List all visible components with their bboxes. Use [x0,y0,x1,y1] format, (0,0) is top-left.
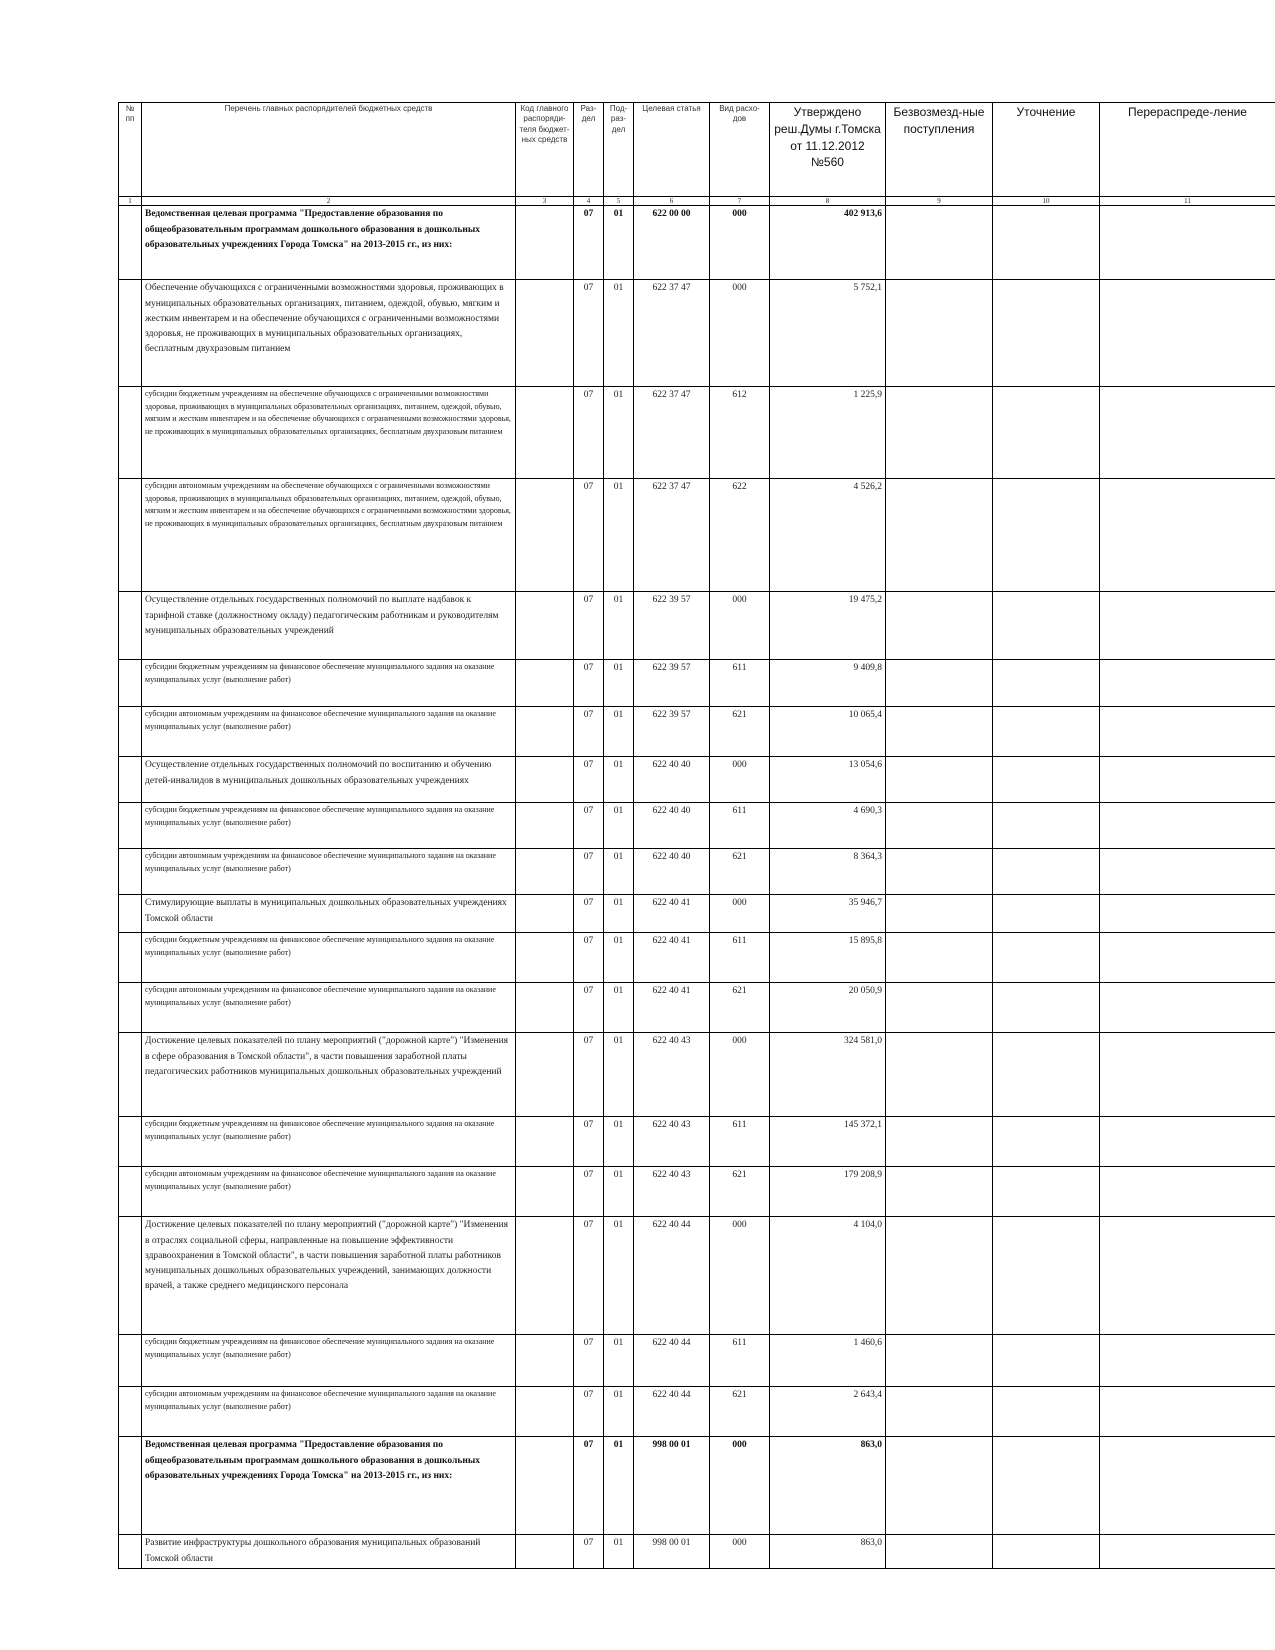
row-grants [886,849,993,895]
row-redistribution [1100,206,1275,280]
row-approved-amount: 4 526,2 [770,479,886,592]
row-target-article: 622 40 44 [634,1217,710,1335]
row-razdel: 07 [574,1535,604,1569]
row-expense-type: 622 [710,479,770,592]
row-target-article: 622 37 47 [634,479,710,592]
row-expense-type: 612 [710,387,770,479]
row-target-article: 622 40 43 [634,1033,710,1117]
row-grants [886,707,993,757]
row-razdel: 07 [574,803,604,849]
row-clarification [993,479,1100,592]
row-clarification [993,849,1100,895]
row-target-article: 998 00 01 [634,1535,710,1569]
row-code [516,1387,574,1437]
header-list: Перечень главных распорядителей бюджетных средств [142,103,516,197]
row-code [516,387,574,479]
row-description: Осуществление отдельных государственных полномочий по воспитанию и обучению детей-инвалидов в муниципальных дошкольных образовательных учреждениях [142,757,516,803]
row-grants [886,660,993,707]
row-expense-type: 621 [710,983,770,1033]
table-row [119,707,1275,757]
row-grants [886,280,993,387]
row-razdel: 07 [574,660,604,707]
row-podrazdel: 01 [604,1217,634,1335]
row-expense-type: 000 [710,1437,770,1535]
row-podrazdel: 01 [604,206,634,280]
header-grants: Безвозмезд-ные поступления [886,103,993,197]
row-clarification [993,387,1100,479]
row-code [516,1437,574,1535]
table-row [119,1033,1275,1117]
table-row [119,1167,1275,1217]
budget-table [118,102,1275,1569]
column-number-row [119,197,1275,206]
table-row [119,895,1275,933]
row-expense-type: 000 [710,206,770,280]
table-row [119,387,1275,479]
row-description: субсидии бюджетным учреждениям на финансовое обеспечение муниципального задания на оказание муниципальных услуг (выполнение работ) [142,803,516,849]
table-row [119,1535,1275,1569]
column-number: 7 [710,197,770,206]
row-target-article: 622 40 40 [634,803,710,849]
row-number [119,757,142,803]
table-row [119,1335,1275,1387]
row-approved-amount: 863,0 [770,1535,886,1569]
row-redistribution [1100,803,1275,849]
row-clarification [993,707,1100,757]
row-grants [886,1437,993,1535]
row-clarification [993,933,1100,983]
row-redistribution [1100,1033,1275,1117]
row-razdel: 07 [574,206,604,280]
row-grants [886,1117,993,1167]
row-target-article: 622 40 43 [634,1167,710,1217]
row-grants [886,1167,993,1217]
row-code [516,849,574,895]
row-code [516,933,574,983]
row-expense-type: 611 [710,803,770,849]
row-redistribution [1100,1167,1275,1217]
row-target-article: 622 39 57 [634,592,710,660]
row-target-article: 622 40 44 [634,1335,710,1387]
row-redistribution [1100,387,1275,479]
row-code [516,895,574,933]
row-target-article: 622 40 44 [634,1387,710,1437]
table-row [119,983,1275,1033]
row-podrazdel: 01 [604,757,634,803]
row-redistribution [1100,592,1275,660]
row-description: Стимулирующие выплаты в муниципальных дошкольных образовательных учреждениях Томской области [142,895,516,933]
row-approved-amount: 5 752,1 [770,280,886,387]
row-number [119,206,142,280]
row-approved-amount: 4 690,3 [770,803,886,849]
row-grants [886,983,993,1033]
row-razdel: 07 [574,479,604,592]
row-description: субсидии автономным учреждениям на обеспечение обучающихся с ограниченными возможностями здоровья, проживающих в муниципальных образовательных организациях, питанием, одеждой, обувью, мягким и жестким инвентарем и на обеспечение обучающихся с ограниченными возможностями здоровья, не проживающих в муниципальных образовательных организациях, бесплатным двухразовым питанием [142,479,516,592]
row-podrazdel: 01 [604,849,634,895]
row-podrazdel: 01 [604,1535,634,1569]
row-number [119,983,142,1033]
row-redistribution [1100,1387,1275,1437]
header-target: Целевая статья [634,103,710,197]
row-clarification [993,660,1100,707]
row-approved-amount: 9 409,8 [770,660,886,707]
budget-table-sheet [118,102,1275,1569]
table-row [119,849,1275,895]
row-clarification [993,1117,1100,1167]
row-number [119,479,142,592]
row-podrazdel: 01 [604,660,634,707]
row-clarification [993,1437,1100,1535]
row-code [516,707,574,757]
row-code [516,479,574,592]
row-clarification [993,280,1100,387]
table-row [119,280,1275,387]
row-grants [886,1387,993,1437]
row-clarification [993,1167,1100,1217]
row-approved-amount: 15 895,8 [770,933,886,983]
row-description: субсидии бюджетным учреждениям на финансовое обеспечение муниципального задания на оказание муниципальных услуг (выполнение работ) [142,660,516,707]
row-target-article: 998 00 01 [634,1437,710,1535]
row-description: субсидии бюджетным учреждениям на обеспечение обучающихся с ограниченными возможностями здоровья, проживающих в муниципальных образовательных организациях, питанием, одеждой, обувью, мягким и жестким инвентарем и на обеспечение обучающихся с ограниченными возможностями здоровья, не проживающих в муниципальных образовательных организациях, бесплатным двухразовым питанием [142,387,516,479]
row-clarification [993,1033,1100,1117]
row-razdel: 07 [574,983,604,1033]
row-podrazdel: 01 [604,707,634,757]
row-razdel: 07 [574,592,604,660]
column-number: 10 [993,197,1100,206]
row-razdel: 07 [574,1167,604,1217]
row-redistribution [1100,1217,1275,1335]
row-approved-amount: 1 225,9 [770,387,886,479]
row-code [516,280,574,387]
row-code [516,1033,574,1117]
row-target-article: 622 37 47 [634,280,710,387]
row-grants [886,592,993,660]
row-expense-type: 611 [710,1117,770,1167]
row-code [516,592,574,660]
row-description: субсидии автономным учреждениям на финансовое обеспечение муниципального задания на оказание муниципальных услуг (выполнение работ) [142,707,516,757]
row-description: Обеспечение обучающихся с ограниченными возможностями здоровья, проживающих в муниципальных образовательных организациях, питанием, одеждой, обувью, мягким и жестким инвентарем и на обеспечение обучающихся с ограниченными возможностями здоровья, не проживающих в муниципальных образовательных организациях, бесплатным двухразовым питанием [142,280,516,387]
row-redistribution [1100,757,1275,803]
row-razdel: 07 [574,1217,604,1335]
row-podrazdel: 01 [604,592,634,660]
row-podrazdel: 01 [604,1437,634,1535]
row-code [516,803,574,849]
row-approved-amount: 402 913,6 [770,206,886,280]
row-redistribution [1100,849,1275,895]
row-target-article: 622 40 40 [634,849,710,895]
row-grants [886,1535,993,1569]
row-number [119,895,142,933]
row-code [516,983,574,1033]
row-number [119,1437,142,1535]
row-razdel: 07 [574,280,604,387]
row-number [119,1167,142,1217]
header-code: Код главного распоряди-теля бюджет-ных средств [516,103,574,197]
row-podrazdel: 01 [604,933,634,983]
row-razdel: 07 [574,895,604,933]
column-number: 11 [1100,197,1275,206]
row-code [516,1117,574,1167]
table-row [119,1217,1275,1335]
row-approved-amount: 20 050,9 [770,983,886,1033]
column-number: 9 [886,197,993,206]
row-clarification [993,757,1100,803]
row-approved-amount: 2 643,4 [770,1387,886,1437]
column-number: 4 [574,197,604,206]
row-target-article: 622 37 47 [634,387,710,479]
row-description: Осуществление отдельных государственных полномочий по выплате надбавок к тарифной ставке (должностному окладу) педагогическим работникам и руководителям муниципальных образовательных учреждений [142,592,516,660]
column-number: 3 [516,197,574,206]
row-code [516,660,574,707]
row-grants [886,757,993,803]
row-description: субсидии бюджетным учреждениям на финансовое обеспечение муниципального задания на оказание муниципальных услуг (выполнение работ) [142,933,516,983]
row-clarification [993,895,1100,933]
row-target-article: 622 39 57 [634,707,710,757]
row-redistribution [1100,280,1275,387]
row-expense-type: 611 [710,933,770,983]
row-clarification [993,206,1100,280]
row-target-article: 622 40 43 [634,1117,710,1167]
column-number: 8 [770,197,886,206]
row-podrazdel: 01 [604,1167,634,1217]
header-approved: Утверждено реш.Думы г.Томска от 11.12.2012 №560 [770,103,886,197]
row-approved-amount: 4 104,0 [770,1217,886,1335]
row-expense-type: 621 [710,849,770,895]
row-expense-type: 621 [710,707,770,757]
row-clarification [993,1387,1100,1437]
row-number [119,933,142,983]
row-code [516,1335,574,1387]
row-approved-amount: 10 065,4 [770,707,886,757]
row-razdel: 07 [574,387,604,479]
row-razdel: 07 [574,1335,604,1387]
row-number [119,387,142,479]
row-approved-amount: 145 372,1 [770,1117,886,1167]
column-number: 1 [119,197,142,206]
table-row [119,803,1275,849]
row-description: субсидии автономным учреждениям на финансовое обеспечение муниципального задания на оказание муниципальных услуг (выполнение работ) [142,1167,516,1217]
row-clarification [993,1335,1100,1387]
row-target-article: 622 39 57 [634,660,710,707]
row-redistribution [1100,479,1275,592]
row-clarification [993,1217,1100,1335]
row-number [119,1217,142,1335]
row-grants [886,479,993,592]
row-number [119,1335,142,1387]
row-podrazdel: 01 [604,387,634,479]
column-number: 5 [604,197,634,206]
row-redistribution [1100,1335,1275,1387]
row-podrazdel: 01 [604,1033,634,1117]
row-approved-amount: 179 208,9 [770,1167,886,1217]
row-expense-type: 000 [710,280,770,387]
row-grants [886,803,993,849]
row-razdel: 07 [574,933,604,983]
row-description: субсидии автономным учреждениям на финансовое обеспечение муниципального задания на оказание муниципальных услуг (выполнение работ) [142,1387,516,1437]
table-row [119,660,1275,707]
row-redistribution [1100,660,1275,707]
row-razdel: 07 [574,707,604,757]
row-expense-type: 000 [710,1217,770,1335]
row-razdel: 07 [574,1387,604,1437]
row-approved-amount: 19 475,2 [770,592,886,660]
header-podrazdel: Под-раз-дел [604,103,634,197]
row-grants [886,1335,993,1387]
row-description: Ведомственная целевая программа "Предоставление образования по общеобразовательным программам дошкольного образования в дошкольных образовательных учреждениях Города Томска" на 2013-2015 гг., из них: [142,206,516,280]
row-expense-type: 000 [710,1033,770,1117]
row-razdel: 07 [574,757,604,803]
header-redistribution: Перераспреде-ление [1100,103,1275,197]
row-podrazdel: 01 [604,479,634,592]
row-expense-type: 621 [710,1387,770,1437]
row-podrazdel: 01 [604,1387,634,1437]
table-row [119,479,1275,592]
row-approved-amount: 13 054,6 [770,757,886,803]
row-approved-amount: 8 364,3 [770,849,886,895]
table-row [119,1437,1275,1535]
row-target-article: 622 40 41 [634,983,710,1033]
row-number [119,1033,142,1117]
row-expense-type: 000 [710,757,770,803]
row-podrazdel: 01 [604,280,634,387]
row-expense-type: 000 [710,895,770,933]
row-razdel: 07 [574,849,604,895]
row-redistribution [1100,895,1275,933]
row-description: субсидии автономным учреждениям на финансовое обеспечение муниципального задания на оказание муниципальных услуг (выполнение работ) [142,849,516,895]
row-description: Достижение целевых показателей по плану мероприятий ("дорожной карте") "Изменения в отраслях социальной сферы, направленные на повышение эффективности здравоохранения в Томской области", в части повышения заработной платы работников муниципальных дошкольных образовательных учреждений, занимающих должности врачей, а также среднего медицинского персонала [142,1217,516,1335]
row-code [516,1217,574,1335]
row-clarification [993,803,1100,849]
row-podrazdel: 01 [604,983,634,1033]
row-code [516,1167,574,1217]
row-redistribution [1100,1535,1275,1569]
row-description: Развитие инфраструктуры дошкольного образования муниципальных образований Томской области [142,1535,516,1569]
row-expense-type: 621 [710,1167,770,1217]
row-grants [886,1217,993,1335]
table-row [119,1117,1275,1167]
table-row [119,592,1275,660]
row-number [119,849,142,895]
row-number [119,1387,142,1437]
row-target-article: 622 40 40 [634,757,710,803]
row-expense-type: 611 [710,660,770,707]
row-razdel: 07 [574,1437,604,1535]
table-row [119,206,1275,280]
row-redistribution [1100,933,1275,983]
row-number [119,707,142,757]
row-description: субсидии бюджетным учреждениям на финансовое обеспечение муниципального задания на оказание муниципальных услуг (выполнение работ) [142,1335,516,1387]
row-podrazdel: 01 [604,1335,634,1387]
table-row [119,1387,1275,1437]
row-grants [886,1033,993,1117]
row-razdel: 07 [574,1033,604,1117]
row-clarification [993,592,1100,660]
row-expense-type: 000 [710,1535,770,1569]
row-clarification [993,983,1100,1033]
row-podrazdel: 01 [604,803,634,849]
row-target-article: 622 00 00 [634,206,710,280]
row-expense-type: 000 [710,592,770,660]
row-number [119,660,142,707]
column-number: 2 [142,197,516,206]
row-description: Достижение целевых показателей по плану мероприятий ("дорожной карте") "Изменения в сфере образования в Томской области", в части повышения заработной платы педагогических работников муниципальных дошкольных образовательных учреждений [142,1033,516,1117]
header-row [119,103,1275,197]
row-code [516,757,574,803]
row-number [119,592,142,660]
row-redistribution [1100,707,1275,757]
row-description: Ведомственная целевая программа "Предоставление образования по общеобразовательным программам дошкольного образования в дошкольных образовательных учреждениях Города Томска" на 2013-2015 гг., из них: [142,1437,516,1535]
row-razdel: 07 [574,1117,604,1167]
row-description: субсидии бюджетным учреждениям на финансовое обеспечение муниципального задания на оказание муниципальных услуг (выполнение работ) [142,1117,516,1167]
row-podrazdel: 01 [604,1117,634,1167]
row-podrazdel: 01 [604,895,634,933]
row-approved-amount: 324 581,0 [770,1033,886,1117]
row-redistribution [1100,983,1275,1033]
row-code [516,206,574,280]
row-grants [886,206,993,280]
row-expense-type: 611 [710,1335,770,1387]
header-clarification: Уточнение [993,103,1100,197]
row-approved-amount: 863,0 [770,1437,886,1535]
column-number: 6 [634,197,710,206]
header-num: № пп [119,103,142,197]
row-number [119,803,142,849]
row-grants [886,895,993,933]
row-description: субсидии автономным учреждениям на финансовое обеспечение муниципального задания на оказание муниципальных услуг (выполнение работ) [142,983,516,1033]
header-razdel: Раз-дел [574,103,604,197]
header-expense-type: Вид расхо-дов [710,103,770,197]
row-number [119,280,142,387]
row-clarification [993,1535,1100,1569]
row-redistribution [1100,1437,1275,1535]
row-number [119,1535,142,1569]
table-row [119,757,1275,803]
row-redistribution [1100,1117,1275,1167]
row-number [119,1117,142,1167]
row-grants [886,933,993,983]
row-target-article: 622 40 41 [634,895,710,933]
row-approved-amount: 35 946,7 [770,895,886,933]
table-row [119,933,1275,983]
row-approved-amount: 1 460,6 [770,1335,886,1387]
row-target-article: 622 40 41 [634,933,710,983]
row-code [516,1535,574,1569]
row-grants [886,387,993,479]
